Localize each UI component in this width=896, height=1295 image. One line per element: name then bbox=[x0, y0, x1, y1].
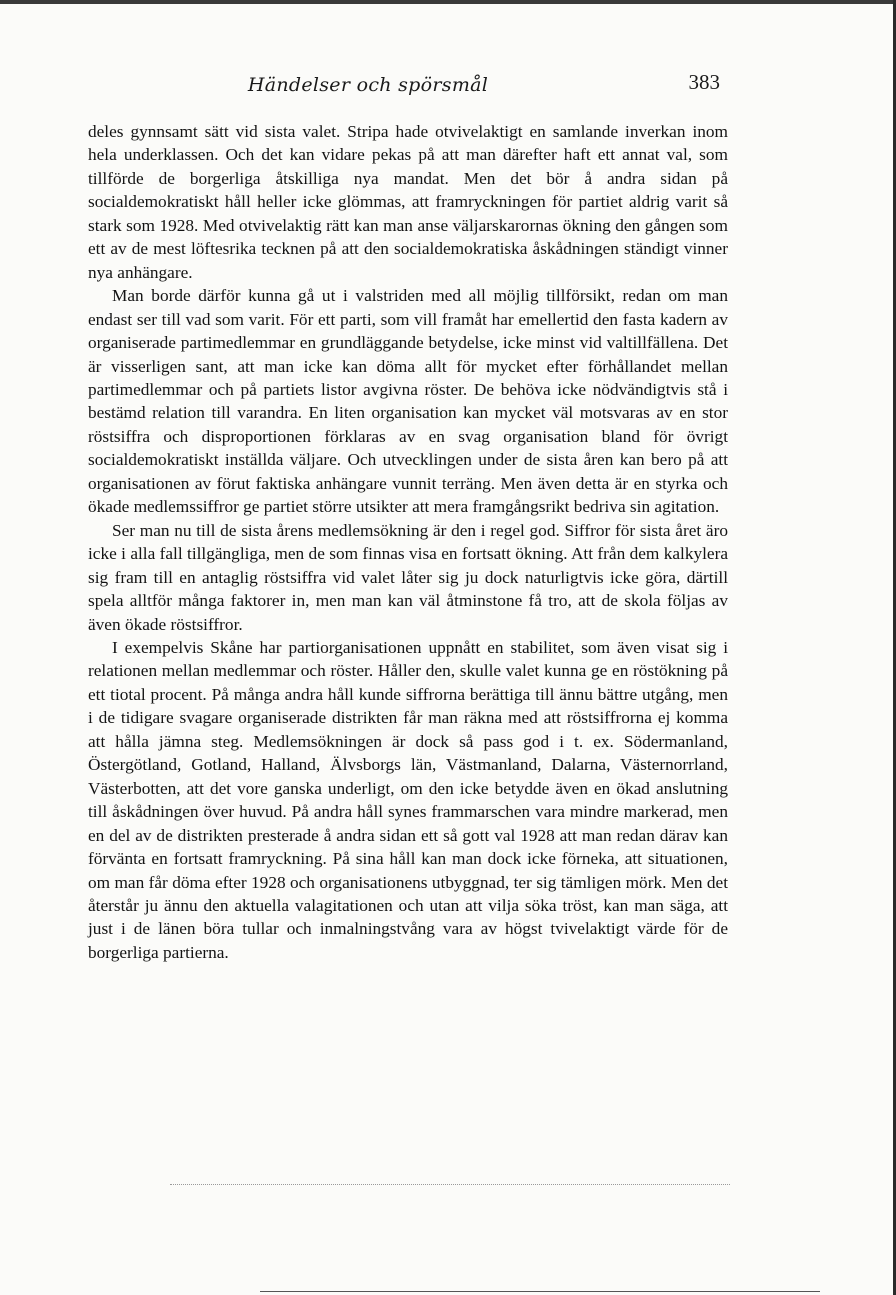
running-title: Händelser och spörsmål bbox=[247, 74, 489, 96]
page-number: 383 bbox=[688, 70, 720, 94]
body-text bbox=[88, 120, 728, 964]
paragraph: I exempelvis Skåne har partiorganisationen uppnått en stabilitet, som även visat sig i relationen mellan medlemmar och röster. Håller den, skulle valet kunna ge en röstökning på ett tiotal procent. På många andra håll kunde siffrorna berättiga till ännu bättre utgång, men i de tidigare svagare organiserade distrikten får man räkna med att röstsiffrorna ej komma att hålla jämna steg. Medlemsökningen är dock så pass god i t. ex. Södermanland, Östergötland, Gotland, Halland, Älvsborgs län, Västmanland, Dalarna, Västernorrland, Västerbotten, att det vore ganska underligt, om den icke betydde även en ökad anslutning till åskådningen över huvud. På andra håll synes frammarschen vara mindre markerad, men en del av de distrikten presterade å andra sidan ett så gott val 1928 att man redan därav kan förvänta en fortsatt framryckning. På sina håll kan man dock icke förneka, att situationen, om man får döma efter 1928 och organisationens utbyggnad, ter sig tämligen mörk. Men det återstår ju ännu den aktuella valagitationen och utan att vilja söka tröst, kan man säga, att just i de länen böra tullar och inmalningstvång vara av högst tvivelaktigt värde för de borgerliga partierna. bbox=[88, 637, 728, 962]
paragraph: Ser man nu till de sista årens medlemsökning är den i regel god. Siffror för sista året äro icke i alla fall tillgängliga, men de som finnas visa en fortsatt ökning. Att från dem kalkylera sig fram till en antaglig röstsiffra vid valet låter sig ju dock naturligtvis icke göra, därtill spela alltför många faktorer in, men man kan väl åtminstone få tro, att de skola följas av även ökade röstsiffror. bbox=[88, 520, 728, 634]
scan-top-edge bbox=[0, 0, 896, 4]
paragraph: Man borde därför kunna gå ut i valstriden med all möjlig tillförsikt, redan om man endast ser till vad som varit. För ett parti, som vill framåt har emellertid den fasta kadern av organiserade partimedlemmar en grundläggande betydelse, icke minst vid valtillfällena. Det är visserligen sant, att man icke kan döma allt för mycket efter förhållandet mellan partimedlemmar och på partiets listor avgivna röster. De behöva icke nödvändigtvis stå i bestämd relation till varandra. En liten organisation kan mycket väl motsvaras av en stor röstsiffra och disproportionen förklaras av en svag organisation bland för övrigt socialdemokratiskt inställda väljare. Och utvecklingen under de sista åren kan bero på att organisationen av förut faktiska anhängare vunnit terräng. Men även detta är en styrka och ökade medlemssiffror ge partiet större utsikter att mera framgångsrikt bedriva sin agitation. bbox=[88, 286, 728, 517]
page-header bbox=[88, 68, 728, 102]
footer-dotted-rule bbox=[170, 1184, 730, 1185]
scan-bottom-rule bbox=[260, 1291, 820, 1292]
paragraph: deles gynnsamt sätt vid sista valet. Stripa hade otvivelaktigt en samlande inverkan inom hela underklassen. Och det kan vidare pekas på att man därefter haft ett annat val, som tillförde de borgerliga åtskilliga nya mandat. Men det bör å andra sidan på socialdemokratiskt håll heller icke glömmas, att framryckningen för partiet aldrig varit så stark som 1928. Med otvivelaktig rätt kan man anse väljarskarornas ökning den gången som ett av de mest löftesrika tecknen på att den socialdemokratiska åskådningen ständigt vinner nya anhängare. bbox=[88, 122, 728, 282]
